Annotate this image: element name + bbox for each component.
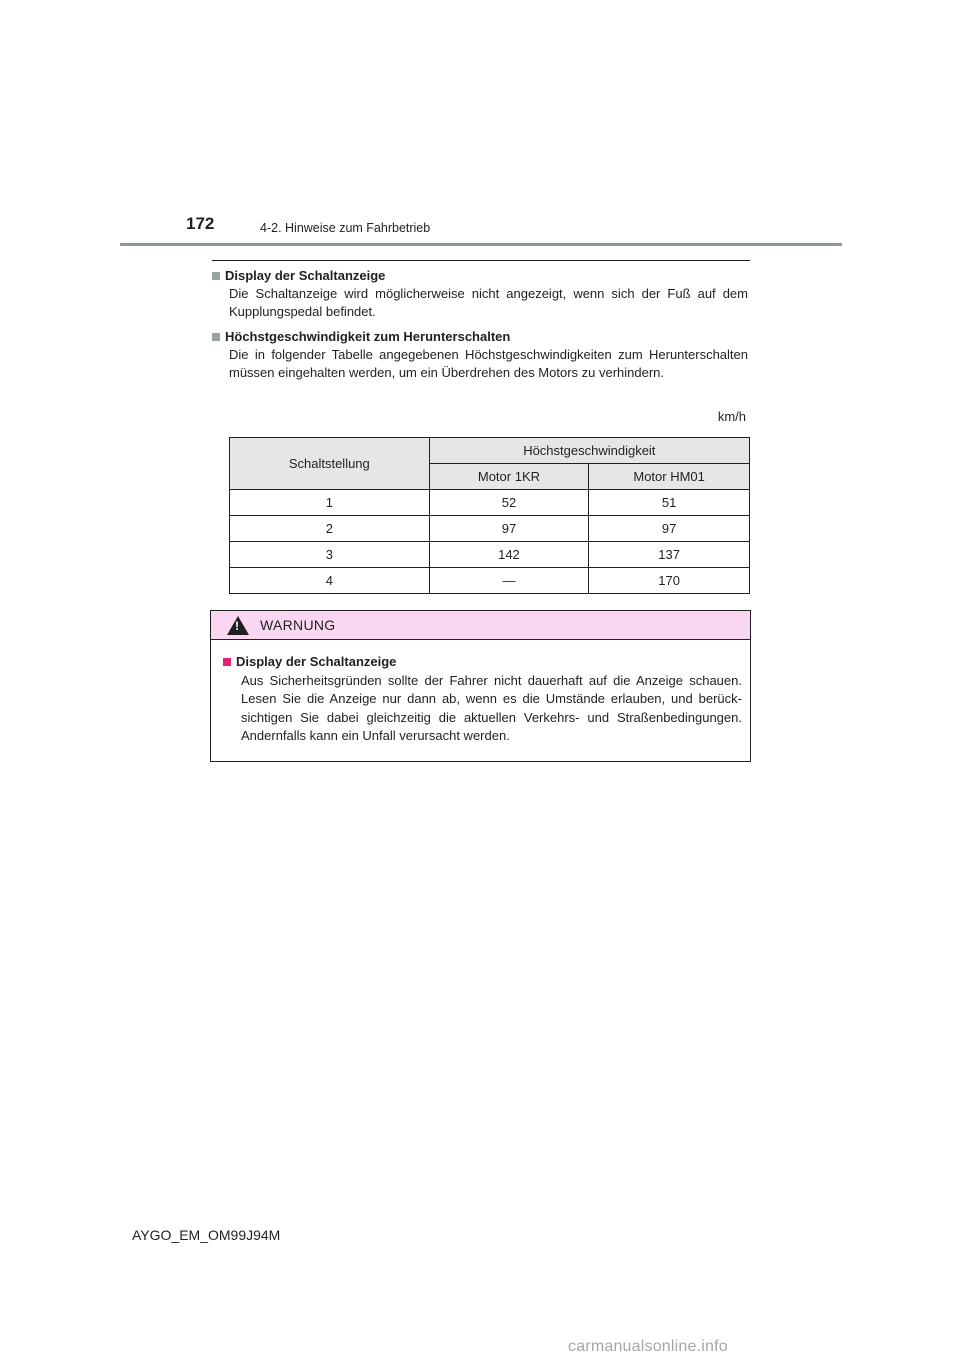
table-row <box>230 568 750 594</box>
table-cell: 137 <box>589 542 750 568</box>
bullet-square-icon <box>223 658 231 666</box>
header-engine-hm01: Motor HM01 <box>589 464 750 490</box>
table-cell: 2 <box>230 516 430 542</box>
table-cell: 51 <box>589 490 750 516</box>
page-number: 172 <box>186 214 215 233</box>
table-cell: 4 <box>230 568 430 594</box>
content-divider <box>212 260 750 261</box>
table-row <box>230 490 750 516</box>
unit-label: km/h <box>717 409 746 424</box>
bullet-square-icon <box>212 272 220 280</box>
warning-body: Aus Sicherheitsgründen sollte der Fahrer nicht dauerhaft auf die Anzeige schauen. Lesen Sie die Anzeige nur dann ab, wenn es die Umstände erlauben, und berück-sichtigen Sie dabei gleichzeitig die aktuellen Verkehrs- und Straßenbedingungen. Andernfalls kann ein Unfall verursacht werden. <box>241 672 742 743</box>
bullet-square-icon <box>212 333 220 341</box>
section-heading: Höchstgeschwindigkeit zum Herunterschalten <box>225 329 511 344</box>
warning-title: WARNUNG <box>260 617 336 633</box>
section-title: 4-2. Hinweise zum Fahrbetrieb <box>260 221 431 235</box>
table-cell: 97 <box>589 516 750 542</box>
warning-triangle-icon: ! <box>227 616 249 635</box>
header-divider <box>120 243 842 246</box>
table-cell: 142 <box>429 542 589 568</box>
table-cell: 52 <box>429 490 589 516</box>
table-row <box>230 516 750 542</box>
warning-box <box>210 610 751 762</box>
watermark: carmanualsonline.info <box>568 1338 728 1355</box>
table-cell: — <box>429 568 589 594</box>
section-max-speed <box>212 328 748 382</box>
document-code: AYGO_EM_OM99J94M <box>132 1227 281 1243</box>
header-engine-1kr: Motor 1KR <box>429 464 589 490</box>
speed-table <box>229 437 750 594</box>
warning-content <box>223 653 742 746</box>
header-gear-position: Schaltstellung <box>230 438 430 490</box>
section-body: Die Schaltanzeige wird möglicherweise nicht angezeigt, wenn sich der Fuß auf dem Kupplungspedal befindet. <box>229 286 748 319</box>
table-row <box>230 542 750 568</box>
header-max-speed: Höchstgeschwindigkeit <box>429 438 749 464</box>
table-cell: 170 <box>589 568 750 594</box>
table-cell: 1 <box>230 490 430 516</box>
warning-header <box>211 611 750 640</box>
section-body: Die in folgender Tabelle angegebenen Höchstgeschwindigkeiten zum Herunterschalten müssen eingehalten werden, um ein Überdrehen des Motors zu verhindern. <box>229 347 748 380</box>
warning-heading: Display der Schaltanzeige <box>236 654 397 669</box>
section-heading: Display der Schaltanzeige <box>225 268 386 283</box>
table-cell: 3 <box>230 542 430 568</box>
section-gear-display <box>212 267 748 321</box>
table-cell: 97 <box>429 516 589 542</box>
